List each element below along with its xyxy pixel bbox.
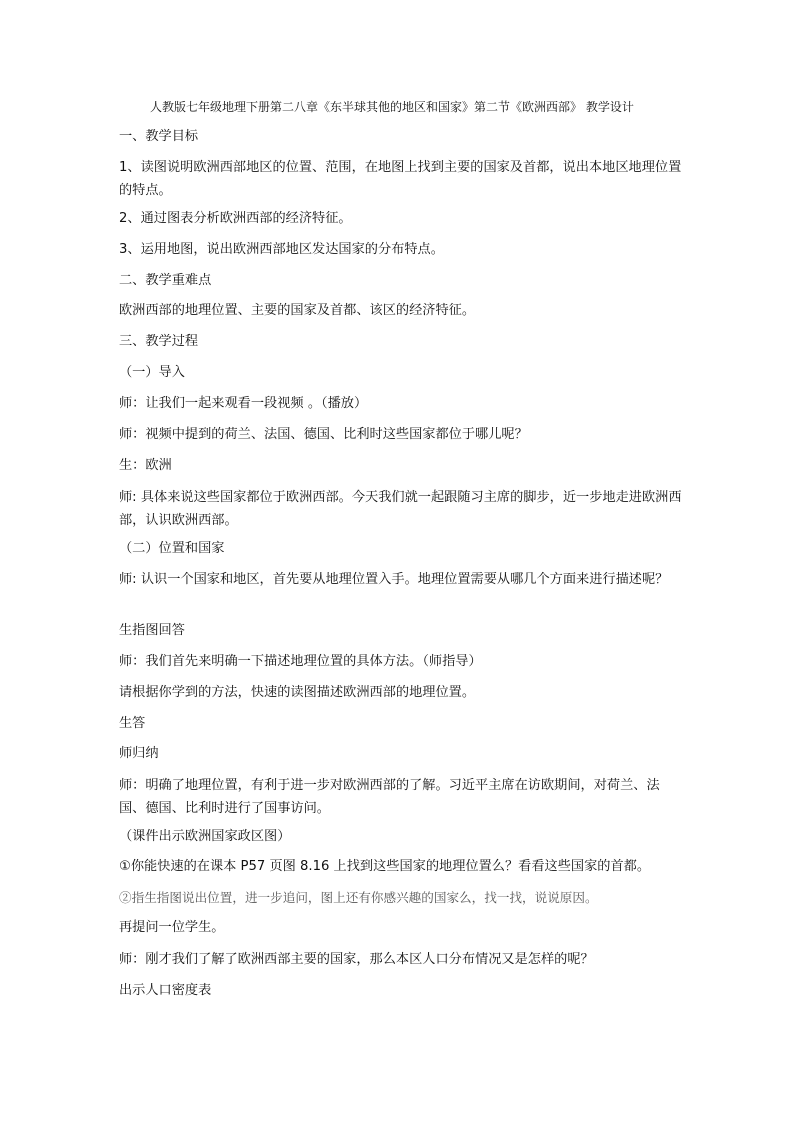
section-heading-process: 三、教学过程	[119, 334, 199, 349]
objective-3: 3、运用地图，说出欧洲西部地区发达国家的分布特点。	[119, 242, 444, 257]
document-title: 人教版七年级地理下册第二八章《东半球其他的地区和国家》第二节《欧洲西部》 教学设计	[150, 100, 634, 114]
courseware-map-note: （课件出示欧洲国家政区图）	[119, 829, 291, 844]
subsection-intro: （一）导入	[119, 365, 185, 380]
instruction-read-map: 请根据你学到的方法，快速的读图描述欧洲西部的地理位置。	[119, 685, 476, 700]
objective-1: 1、读图说明欧洲西部地区的位置、范围，在地图上找到主要的国家及首都，说出本地区地理位置的特点。	[119, 160, 682, 198]
teacher-question-countries: 师：视频中提到的荷兰、法国、德国、比利时这些国家都位于哪儿呢？	[119, 427, 528, 442]
subsection-location-countries: （二）位置和国家	[119, 541, 225, 556]
student-answer-europe: 生：欧洲	[119, 458, 172, 473]
section-heading-key-points: 二、教学重难点	[119, 273, 212, 288]
teacher-method-guidance: 师：我们首先来明确一下描述地理位置的具体方法。（师指导）	[119, 654, 482, 669]
teacher-line-video: 师：让我们一起来观看一段视频 。（播放）	[119, 396, 368, 411]
teacher-summary: 师归纳	[119, 746, 159, 761]
teacher-explanation-west-europe: 师: 具体来说这些国家都位于欧洲西部。今天我们就一起跟随习主席的脚步，近一步地走进欧洲西部，认识欧洲西部。	[119, 490, 682, 528]
section-heading-objectives: 一、教学目标	[119, 129, 199, 144]
teacher-question-location: 师: 认识一个国家和地区，首先要从地理位置入手。地理位置需要从哪几个方面来进行描述呢？	[119, 572, 669, 587]
objective-2: 2、通过图表分析欧洲西部的经济特征。	[119, 211, 352, 226]
ask-another-student: 再提问一位学生。	[119, 920, 225, 935]
show-population-density-table: 出示人口密度表	[119, 983, 212, 998]
student-answers: 生答	[119, 716, 146, 731]
teacher-state-visit: 师：明确了地理位置，有利于进一步对欧洲西部的了解。习近平主席在访欧期间，对荷兰、法国、德国、比利时进行了国事访问。	[119, 778, 660, 816]
teacher-population-question: 师：刚才我们了解了欧洲西部主要的国家，那么本区人口分布情况又是怎样的呢？	[119, 952, 594, 967]
key-points-text: 欧洲西部的地理位置、主要的国家及首都、该区的经济特征。	[119, 303, 476, 318]
student-point-answer: 生指图回答	[119, 623, 185, 638]
question-interesting-country: ②指生指图说出位置，进一步追问，图上还有你感兴趣的国家么，找一找，说说原因。	[119, 890, 598, 905]
question-textbook-map: ①你能快速的在课本 P57 页图 8.16 上找到这些国家的地理位置么？看看这些国家的首都。	[119, 859, 651, 874]
